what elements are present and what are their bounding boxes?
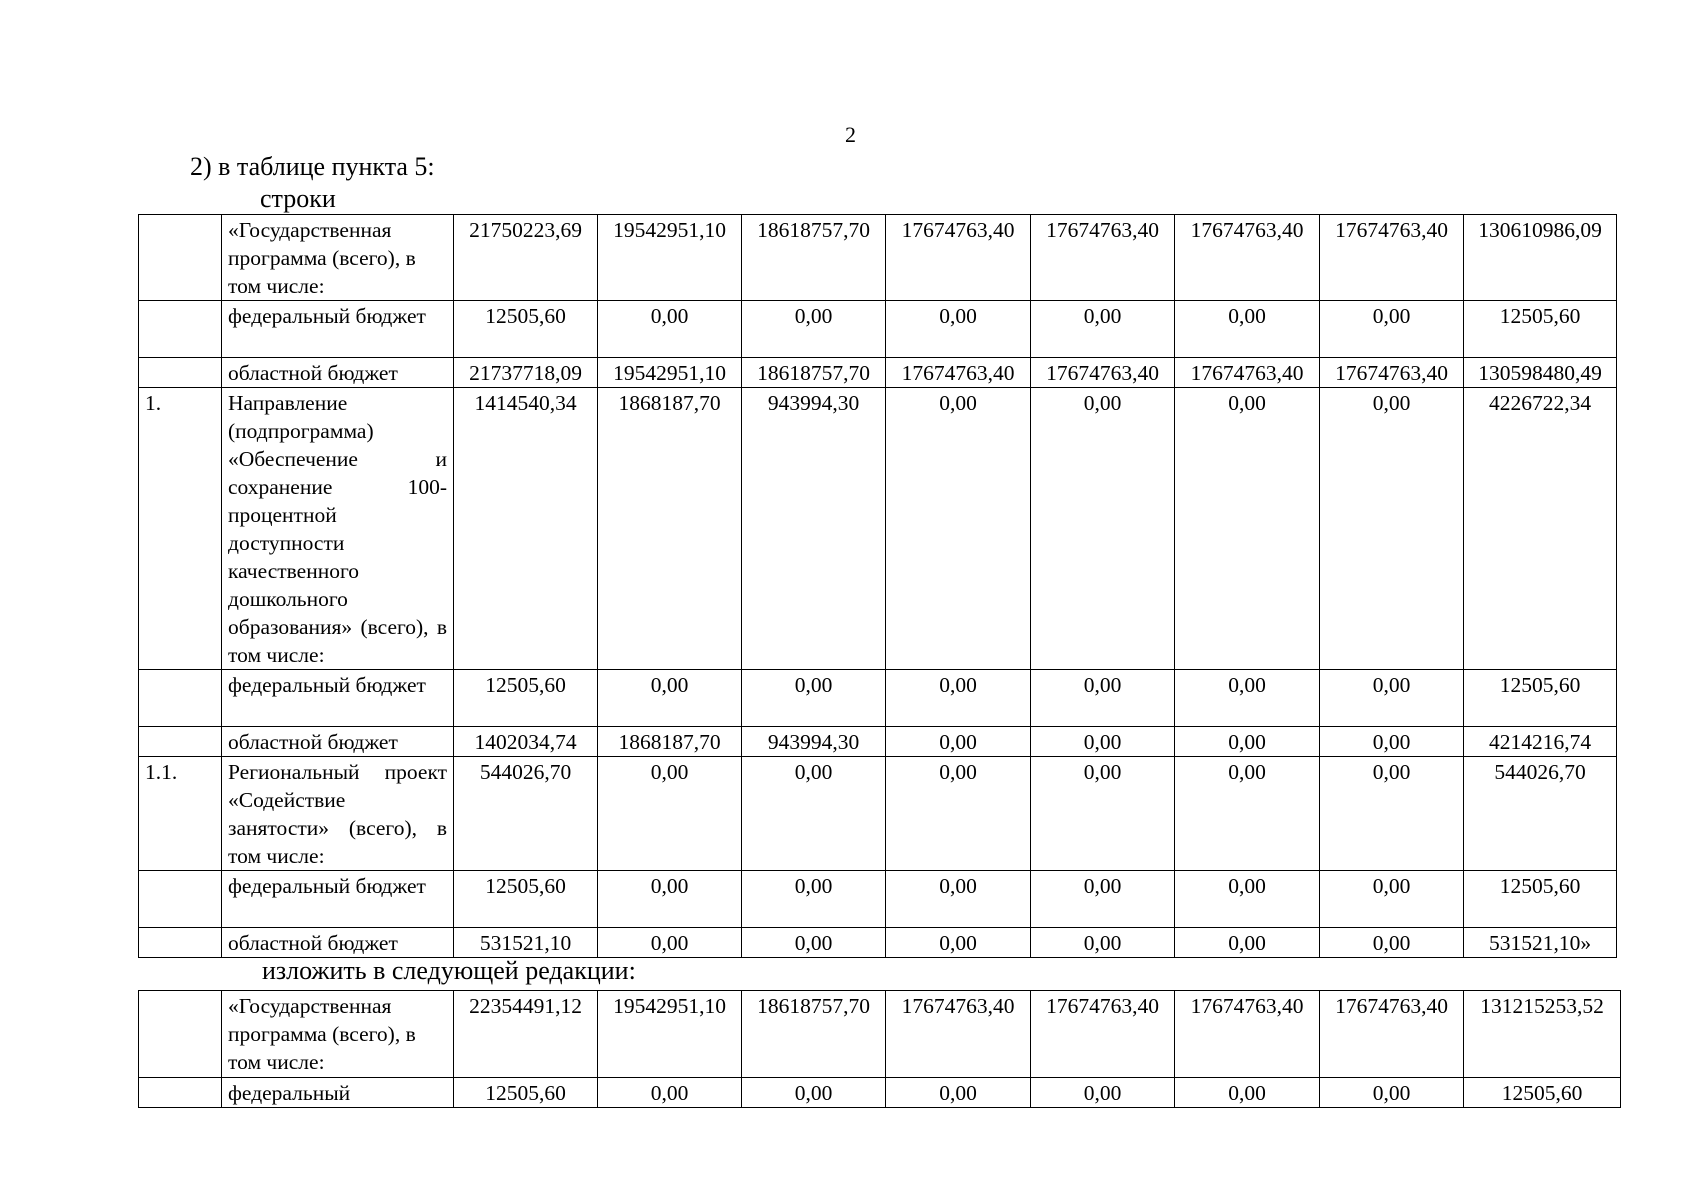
year-value-cell: 17674763,40 xyxy=(886,358,1031,388)
row-name-cell: Направление (подпрограмма) «Обеспечение и сохранение 100-процентной доступности качественного дошкольного образования» (всего), в том числе: xyxy=(222,388,454,670)
total-value-cell: 12505,60 xyxy=(1464,871,1617,928)
year-value-cell: 1868187,70 xyxy=(598,727,742,757)
table-row xyxy=(139,991,1621,1078)
year-value-cell: 18618757,70 xyxy=(742,215,886,301)
year-value-cell: 12505,60 xyxy=(454,871,598,928)
year-value-cell: 0,00 xyxy=(886,670,1031,727)
total-value-cell: 12505,60 xyxy=(1464,1078,1621,1108)
year-value-cell: 17674763,40 xyxy=(1320,991,1464,1078)
year-value-cell: 0,00 xyxy=(1320,388,1464,670)
row-name-cell: областной бюджет xyxy=(222,358,454,388)
total-value-cell: 12505,60 xyxy=(1464,301,1617,358)
year-value-cell: 17674763,40 xyxy=(1175,991,1320,1078)
year-value-cell: 0,00 xyxy=(598,928,742,958)
year-value-cell: 18618757,70 xyxy=(742,358,886,388)
year-value-cell: 0,00 xyxy=(1320,757,1464,871)
year-value-cell: 0,00 xyxy=(742,670,886,727)
total-value-cell: 131215253,52 xyxy=(1464,991,1621,1078)
year-value-cell: 17674763,40 xyxy=(886,991,1031,1078)
row-index-cell: 1. xyxy=(139,388,222,670)
total-value-cell: 4214216,74 xyxy=(1464,727,1617,757)
year-value-cell: 544026,70 xyxy=(454,757,598,871)
row-index-cell xyxy=(139,358,222,388)
year-value-cell: 17674763,40 xyxy=(1031,991,1175,1078)
year-value-cell: 0,00 xyxy=(886,301,1031,358)
table-row xyxy=(139,757,1617,871)
rows-label: строки xyxy=(260,184,336,213)
total-value-cell: 531521,10» xyxy=(1464,928,1617,958)
row-index-cell xyxy=(139,215,222,301)
row-name-cell: «Государственная программа (всего), в том числе: xyxy=(222,991,454,1078)
year-value-cell: 17674763,40 xyxy=(1031,215,1175,301)
row-index-cell xyxy=(139,301,222,358)
year-value-cell: 0,00 xyxy=(1175,301,1320,358)
year-value-cell: 0,00 xyxy=(598,1078,742,1108)
replace-instruction: изложить в следующей редакции: xyxy=(262,956,636,985)
table-row xyxy=(139,301,1617,358)
table-row xyxy=(139,928,1617,958)
row-name-cell: областной бюджет xyxy=(222,928,454,958)
year-value-cell: 0,00 xyxy=(1031,670,1175,727)
year-value-cell: 0,00 xyxy=(1031,757,1175,871)
year-value-cell: 0,00 xyxy=(886,757,1031,871)
row-name-cell: Региональный проект «Содействие занятости» (всего), в том числе: xyxy=(222,757,454,871)
row-name-cell: областной бюджет xyxy=(222,727,454,757)
year-value-cell: 0,00 xyxy=(742,1078,886,1108)
year-value-cell: 0,00 xyxy=(1175,670,1320,727)
row-index-cell xyxy=(139,670,222,727)
year-value-cell: 0,00 xyxy=(598,871,742,928)
year-value-cell: 0,00 xyxy=(742,871,886,928)
row-name-cell: федеральный бюджет xyxy=(222,301,454,358)
old-table-body xyxy=(139,215,1617,958)
old-budget-table xyxy=(138,214,1617,958)
year-value-cell: 0,00 xyxy=(1175,1078,1320,1108)
year-value-cell: 18618757,70 xyxy=(742,991,886,1078)
year-value-cell: 943994,30 xyxy=(742,727,886,757)
year-value-cell: 17674763,40 xyxy=(1175,215,1320,301)
year-value-cell: 0,00 xyxy=(1031,928,1175,958)
row-index-cell xyxy=(139,871,222,928)
row-index-cell xyxy=(139,1078,222,1108)
year-value-cell: 0,00 xyxy=(742,928,886,958)
year-value-cell: 0,00 xyxy=(1320,301,1464,358)
page-number: 2 xyxy=(845,122,856,147)
year-value-cell: 0,00 xyxy=(886,388,1031,670)
year-value-cell: 22354491,12 xyxy=(454,991,598,1078)
year-value-cell: 0,00 xyxy=(886,871,1031,928)
year-value-cell: 0,00 xyxy=(1031,388,1175,670)
year-value-cell: 21750223,69 xyxy=(454,215,598,301)
table-row xyxy=(139,358,1617,388)
year-value-cell: 0,00 xyxy=(886,727,1031,757)
year-value-cell: 0,00 xyxy=(598,757,742,871)
year-value-cell: 21737718,09 xyxy=(454,358,598,388)
new-budget-table xyxy=(138,990,1621,1108)
table-row xyxy=(139,1078,1621,1108)
year-value-cell: 0,00 xyxy=(1031,1078,1175,1108)
year-value-cell: 1868187,70 xyxy=(598,388,742,670)
total-value-cell: 130610986,09 xyxy=(1464,215,1617,301)
row-name-cell: федеральный бюджет xyxy=(222,670,454,727)
year-value-cell: 19542951,10 xyxy=(598,215,742,301)
year-value-cell: 0,00 xyxy=(1320,1078,1464,1108)
year-value-cell: 19542951,10 xyxy=(598,991,742,1078)
new-table-body xyxy=(139,991,1621,1108)
year-value-cell: 0,00 xyxy=(742,757,886,871)
table-row xyxy=(139,670,1617,727)
year-value-cell: 12505,60 xyxy=(454,1078,598,1108)
year-value-cell: 0,00 xyxy=(1031,727,1175,757)
year-value-cell: 943994,30 xyxy=(742,388,886,670)
total-value-cell: 544026,70 xyxy=(1464,757,1617,871)
year-value-cell: 0,00 xyxy=(886,1078,1031,1108)
table-row xyxy=(139,727,1617,757)
row-name-cell: «Государственная программа (всего), в том числе: xyxy=(222,215,454,301)
total-value-cell: 12505,60 xyxy=(1464,670,1617,727)
year-value-cell: 1402034,74 xyxy=(454,727,598,757)
year-value-cell: 17674763,40 xyxy=(1031,358,1175,388)
intro-text: 2) в таблице пункта 5: xyxy=(190,152,435,181)
year-value-cell: 12505,60 xyxy=(454,301,598,358)
row-name-cell: федеральный бюджет xyxy=(222,871,454,928)
year-value-cell: 0,00 xyxy=(1175,757,1320,871)
year-value-cell: 17674763,40 xyxy=(1320,215,1464,301)
row-name-cell: федеральный xyxy=(222,1078,454,1108)
year-value-cell: 0,00 xyxy=(1320,928,1464,958)
row-index-cell xyxy=(139,727,222,757)
year-value-cell: 0,00 xyxy=(598,670,742,727)
year-value-cell: 0,00 xyxy=(1320,670,1464,727)
year-value-cell: 1414540,34 xyxy=(454,388,598,670)
row-index-cell: 1.1. xyxy=(139,757,222,871)
total-value-cell: 4226722,34 xyxy=(1464,388,1617,670)
table-row xyxy=(139,388,1617,670)
year-value-cell: 19542951,10 xyxy=(598,358,742,388)
table-row xyxy=(139,871,1617,928)
year-value-cell: 0,00 xyxy=(1031,301,1175,358)
row-index-cell xyxy=(139,928,222,958)
total-value-cell: 130598480,49 xyxy=(1464,358,1617,388)
year-value-cell: 12505,60 xyxy=(454,670,598,727)
year-value-cell: 0,00 xyxy=(1175,727,1320,757)
year-value-cell: 0,00 xyxy=(1031,871,1175,928)
year-value-cell: 0,00 xyxy=(1175,928,1320,958)
year-value-cell: 0,00 xyxy=(742,301,886,358)
year-value-cell: 0,00 xyxy=(886,928,1031,958)
year-value-cell: 0,00 xyxy=(1175,871,1320,928)
year-value-cell: 0,00 xyxy=(1175,388,1320,670)
row-index-cell xyxy=(139,991,222,1078)
table-row xyxy=(139,215,1617,301)
year-value-cell: 531521,10 xyxy=(454,928,598,958)
year-value-cell: 17674763,40 xyxy=(886,215,1031,301)
year-value-cell: 0,00 xyxy=(1320,727,1464,757)
year-value-cell: 0,00 xyxy=(598,301,742,358)
year-value-cell: 17674763,40 xyxy=(1320,358,1464,388)
year-value-cell: 0,00 xyxy=(1320,871,1464,928)
year-value-cell: 17674763,40 xyxy=(1175,358,1320,388)
